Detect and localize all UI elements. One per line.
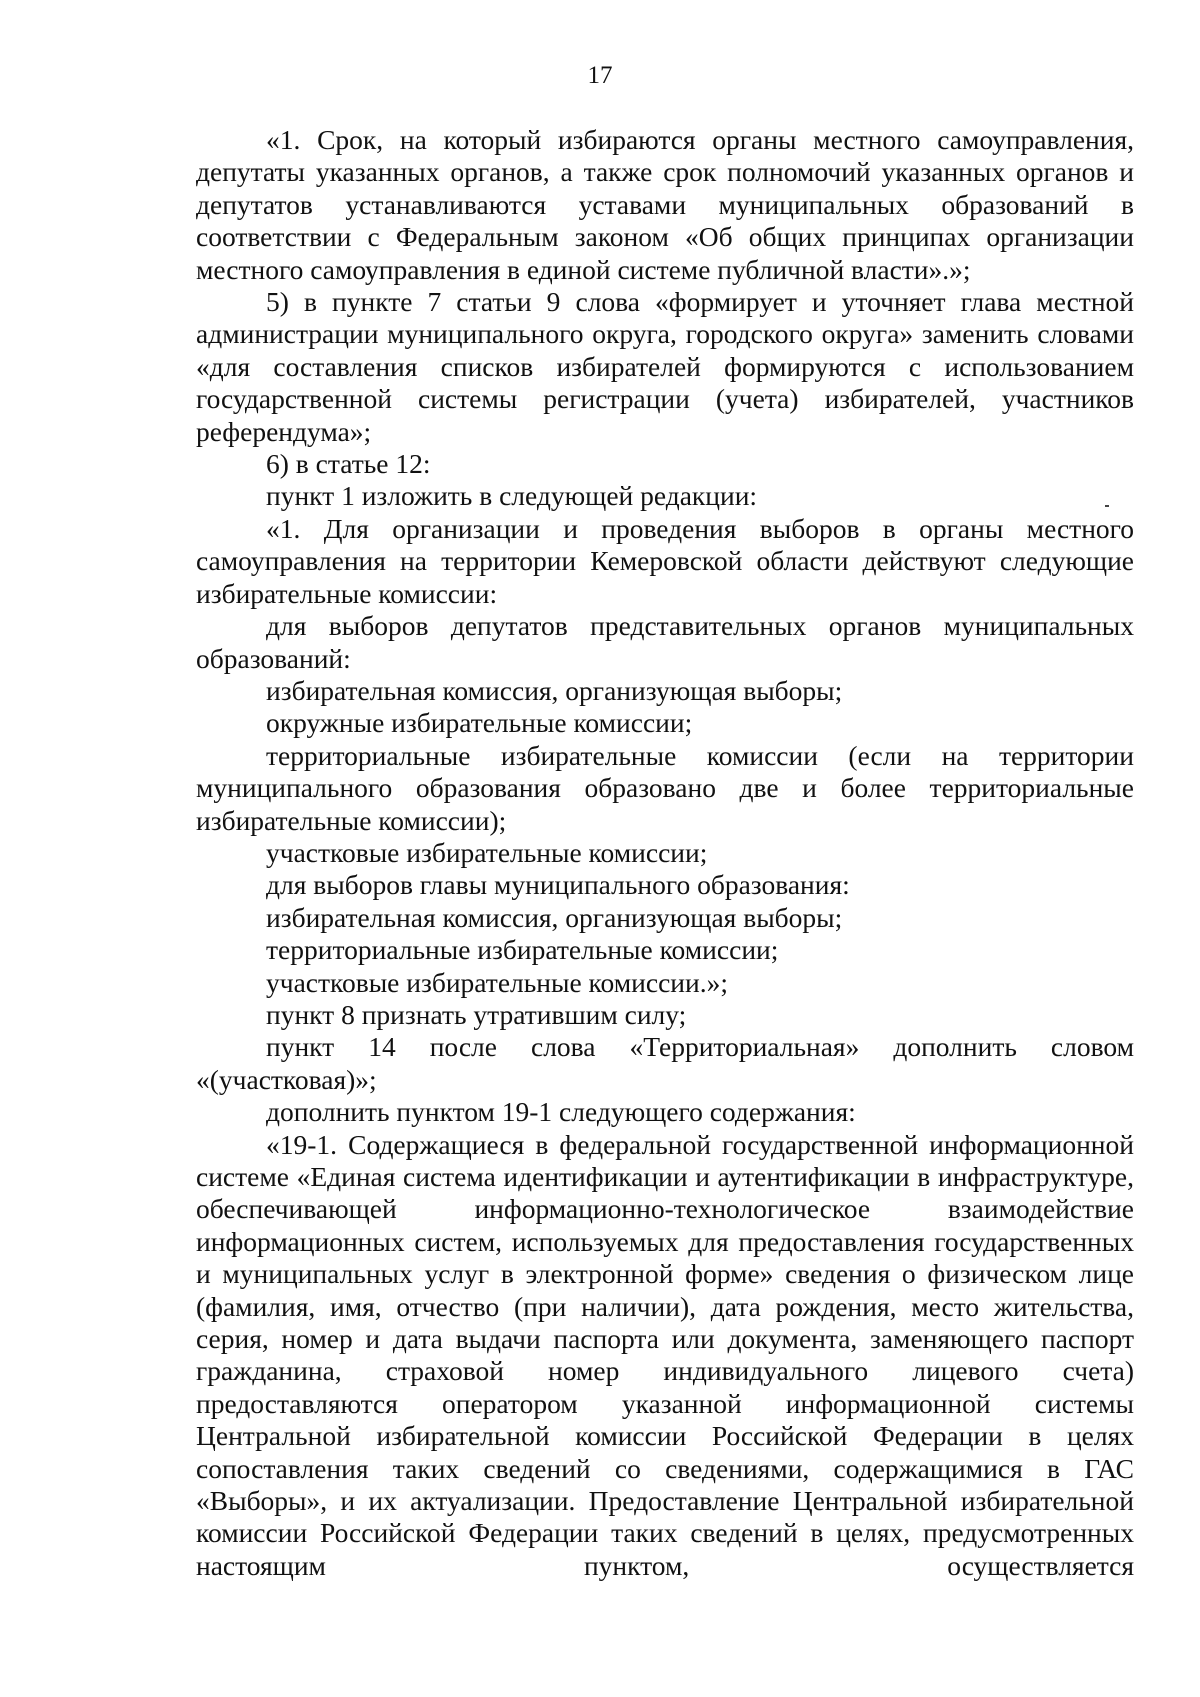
paragraph-clause-1: «1. Для организации и проведения выборов в органы местного самоуправления на территории Кемеровской области действуют следующие избирательные комиссии:	[196, 512, 1134, 609]
list-item: участковые избирательные комиссии.»;	[266, 966, 728, 998]
paragraph-clause-19-1: «19-1. Содержащиеся в федеральной государственной информационной системе «Единая система идентификации и аутентификации в инфраструктуре, обеспечивающей информационно-технологическое взаимодействие информационных систем, используемых для предоставления государственных и муниципальных услуг в электронной форме» сведения о физическом лице (фамилия, имя, отчество (при наличии), дата рождения, место жительства, серия, номер и дата выдачи паспорта или документа, заменяющего паспорт гражданина, страховой номер индивидуального лицевого счета) предоставляются оператором указанной информационной системы Центральной избирательной комиссии Российской Федерации в целях сопоставления таких сведений со сведениями, содержащимися в ГАС «Выборы», и их актуализации. Предоставление Центральной избирательной комиссии Российской Федерации таких сведений в целях, предусмотренных настоящим пунктом, осуществляется	[196, 1128, 1134, 1581]
list-item: участковые избирательные комиссии;	[266, 836, 708, 868]
paragraph-clause-1-intro: пункт 1 изложить в следующей редакции:	[266, 480, 758, 512]
paragraph-term-of-office: «1. Срок, на который избираются органы местного самоуправления, депутаты указанных органов, а также срок полномочий указанных органов и депутатов устанавливаются уставами муниципальных образований в соответствии с Федеральным законом «Об общих принципах организации местного самоуправления в единой системе публичной власти».»;	[196, 124, 1134, 285]
paragraph-item-5: 5) в пункте 7 статьи 9 слова «формирует и уточняет глава местной администрации муниципального округа, городского округа» заменить словами «для составления списков избирателей формируются с использованием государственной системы регистрации (учета) избирателей, участников референдума»;	[196, 286, 1134, 447]
list-item: избирательная комиссия, организующая выборы;	[266, 674, 843, 706]
paragraph-deputies-elections: для выборов депутатов представительных органов муниципальных образований:	[196, 610, 1134, 674]
page-number: 17	[587, 62, 613, 89]
paragraph-clause-19-1-intro: дополнить пунктом 19-1 следующего содержания:	[266, 1096, 856, 1128]
list-item: территориальные избирательные комиссии;	[266, 934, 779, 966]
list-item: избирательная комиссия, организующая выборы;	[266, 901, 843, 933]
scan-speck	[1105, 505, 1109, 507]
document-body	[196, 124, 1134, 1582]
paragraph-head-elections: для выборов главы муниципального образования:	[266, 869, 850, 901]
paragraph-clause-8: пункт 8 признать утратившим силу;	[266, 998, 687, 1030]
paragraph-item-6: 6) в статье 12:	[266, 448, 431, 480]
list-item: территориальные избирательные комиссии (если на территории муниципального образования образовано две и более территориальные избирательные комиссии);	[196, 739, 1134, 836]
list-item: окружные избирательные комиссии;	[266, 707, 693, 739]
paragraph-clause-14: пункт 14 после слова «Территориальная» дополнить словом «(участковая)»;	[196, 1031, 1134, 1095]
